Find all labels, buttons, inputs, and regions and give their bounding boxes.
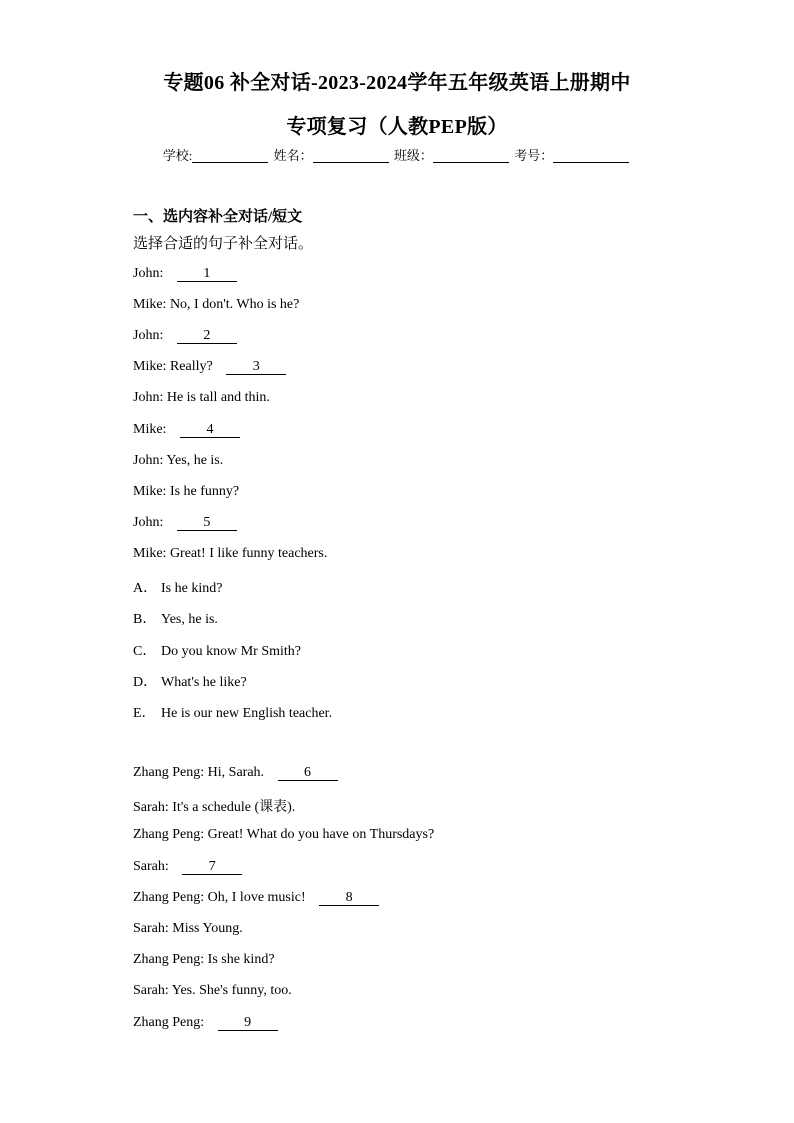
dialogue-text: Zhang Peng: Great! What do you have on Thursdays? (133, 827, 435, 843)
dialogue-line (133, 515, 237, 531)
instruction-text: 选择合适的句子补全对话。 (133, 236, 314, 252)
dialogue-line (133, 390, 270, 406)
option-text: Yes, he is. (161, 612, 218, 628)
dialogue-line (133, 422, 240, 438)
answer-blank[interactable]: 6 (278, 765, 338, 781)
answer-blank[interactable]: 7 (182, 859, 242, 875)
option-text: Is he kind? (161, 581, 223, 596)
page-title: 专题06 补全对话-2023-2024学年五年级英语上册期中 (163, 72, 631, 94)
dialogue-text: John: (133, 266, 167, 281)
dialogue-text: Sarah: (133, 858, 173, 874)
option-letter: C． (133, 643, 157, 659)
dialogue-line (133, 297, 299, 313)
dialogue-line (133, 796, 295, 816)
dialogue-line (133, 328, 237, 344)
student-info-row (0, 145, 794, 164)
dialogue-line (133, 484, 239, 500)
dialogue-text: Mike: (133, 421, 170, 437)
dialogue-text: Sarah: Miss Young. (133, 921, 243, 936)
exam-number-label: 考号： (514, 148, 554, 163)
dialogue-text: Sarah: It's a schedule (课表). (133, 800, 296, 816)
answer-blank[interactable]: 2 (177, 328, 237, 344)
option-item (133, 702, 332, 722)
answer-blank[interactable]: 8 (319, 890, 379, 906)
option-letter: D． (133, 674, 158, 690)
school-label: 学校: (162, 148, 193, 163)
dialogue-line (133, 952, 275, 968)
dialogue-line (133, 859, 242, 875)
dialogue-text: John: Yes, he is. (133, 452, 224, 468)
answer-blank[interactable]: 1 (177, 266, 237, 282)
dialogue-text: John: (133, 514, 167, 530)
section-heading: 一、选内容补全对话/短文 (133, 209, 303, 225)
option-text: Do you know Mr Smith? (161, 643, 301, 659)
dialogue-text: Zhang Peng: Oh, I love music! (133, 889, 310, 905)
dialogue-line (133, 546, 327, 562)
answer-blank[interactable]: 9 (218, 1015, 278, 1031)
option-text: What's he like? (161, 674, 247, 690)
dialogue-line (133, 1015, 278, 1031)
dialogue-line (133, 765, 338, 781)
option-item (133, 577, 222, 597)
name-label: 姓名： (273, 148, 313, 163)
dialogue-line (133, 453, 223, 469)
dialogue-text: Mike: Great! I like funny teachers. (133, 545, 328, 561)
dialogue-text: Mike: Really? (133, 359, 217, 375)
dialogue-line (133, 983, 292, 999)
school-field[interactable] (192, 148, 268, 163)
answer-blank[interactable]: 3 (226, 359, 286, 375)
class-field[interactable] (433, 148, 509, 163)
option-item (133, 671, 247, 691)
dialogue-text: Zhang Peng: Is she kind? (133, 952, 275, 968)
dialogue-text: Mike: Is he funny? (133, 483, 240, 499)
option-text: He is our new English teacher. (161, 706, 333, 722)
dialogue-line (133, 827, 434, 843)
dialogue-line (133, 890, 379, 906)
dialogue-text: John: (133, 328, 167, 344)
exam-number-field[interactable] (553, 148, 629, 163)
dialogue-text: Sarah: Yes. She's funny, too. (133, 983, 292, 999)
dialogue-text: Mike: No, I don't. Who is he? (133, 297, 300, 313)
option-letter: E． (133, 706, 156, 722)
option-item (133, 608, 218, 628)
dialogue-line (133, 921, 243, 937)
class-label: 班级： (393, 148, 433, 163)
option-letter: A． (133, 581, 158, 596)
dialogue-line (133, 266, 237, 282)
dialogue-text: Zhang Peng: (133, 1014, 208, 1030)
answer-blank[interactable]: 5 (177, 515, 237, 531)
dialogue-line (133, 359, 286, 375)
name-field[interactable] (313, 148, 389, 163)
option-item (133, 640, 301, 660)
dialogue-text: Zhang Peng: Hi, Sarah. (133, 765, 268, 780)
page-subtitle: 专项复习（人教PEP版） (286, 116, 508, 138)
dialogue-text: John: He is tall and thin. (133, 390, 270, 406)
option-letter: B． (133, 612, 157, 628)
answer-blank[interactable]: 4 (180, 422, 240, 438)
